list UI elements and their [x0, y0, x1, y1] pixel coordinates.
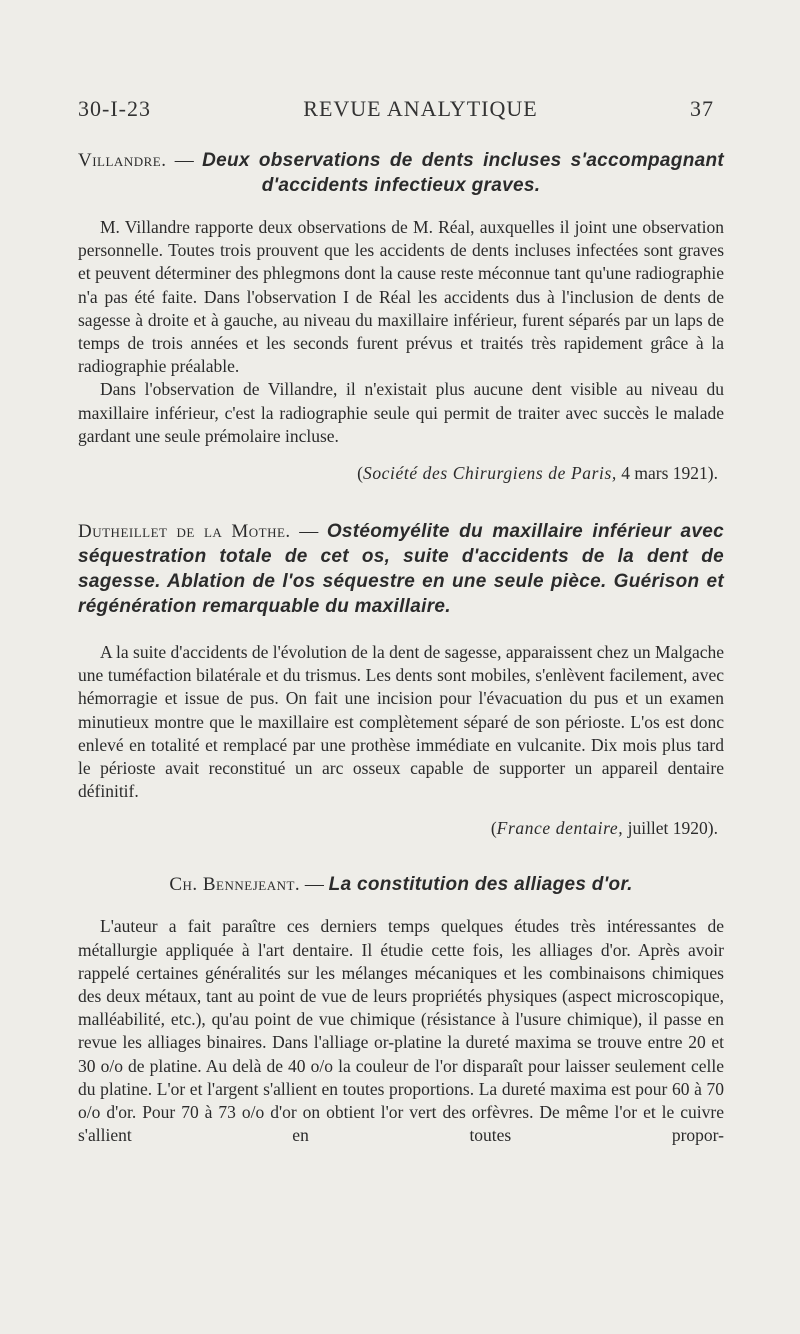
entry-citation: (France dentaire, juillet 1920). [490, 818, 718, 839]
article-body [78, 148, 724, 1147]
entry-heading [78, 872, 724, 897]
header-title: REVUE ANALYTIQUE [303, 96, 538, 121]
entry-heading [78, 148, 724, 198]
entry-paragraph: Dans l'observation de Villandre, il n'existait plus aucune dent visible au niveau du maxillaire inférieur, c'est la radiographie seule qui permit de traiter avec succès le malade gardant une seule prémolaire incluse. [78, 379, 724, 446]
entry-author: Dutheillet de la Mothe. [78, 521, 291, 543]
citation-date: juillet 1920 [627, 818, 708, 839]
entry-paragraph: M. Villandre rapporte deux observations de M. Réal, auxquelles il joint une observation personnelle. Toutes trois prouvent que les accidents de dents incluses infectées sont graves et peuvent déterminer des phlegmons dont la cause reste méconnue tant qu'une radiographie n'a pas été faite. Dans l'observation I de Réal les accidents dus à l'inclusion de dents de sagesse à droite et à gauche, au niveau du maxillaire inférieur, furent séparés par un laps de temps de trois années et les seconds furent prévus et traités très rapidement grâce à la radiographie préalable. [78, 217, 724, 377]
header-date: 30-I-23 [78, 96, 151, 121]
entry-dash: — [166, 150, 203, 171]
entry-heading [78, 519, 724, 619]
entry-dash: — [290, 521, 327, 543]
entry-citation: (Société des Chirurgiens de Paris, 4 mars 1921). [357, 463, 718, 484]
running-header [78, 96, 714, 122]
entry-title: Deux observations de dents incluses s'accompagnant d'accidents infectieux graves. [202, 150, 725, 196]
citation-date: 4 mars 1921 [621, 463, 708, 484]
entry-author: Villandre. [78, 150, 167, 171]
citation-source: Société des Chirurgiens de Paris, [362, 463, 617, 484]
entry-paragraph: A la suite d'accidents de l'évolution de la dent de sagesse, apparaissent chez un Malgache une tuméfaction bilatérale et du trismus. Les dents sont mobiles, s'enlèvent facilement, avec hémorragie et issue de pus. On fait une incision pour l'évacuation du pus et un examen minutieux montre que le maxillaire est complètement séparé de son périoste. L'os est donc enlevé en totalité et remplacé par une prothèse immédiate en vulcanite. Dix mois plus tard le périoste avait reconstitué un arc osseux capable de supporter un appareil dentaire définitif. [78, 642, 724, 802]
entry-paragraph: L'auteur a fait paraître ces derniers temps quelques études très intéressantes de métallurgie appliquée à l'art dentaire. Il étudie cette fois, les alliages d'or. Après avoir rappelé certaines généralités sur les mélanges mécaniques et les combinaisons chimiques des deux métaux, tant au point de vue de leurs propriétés physiques (aspect microscopique, malléabilité, etc.), qu'au point de vue chimique (résistance à l'usure chimique), il passe en revue les alliages binaires. Dans l'alliage or-platine la dureté maxima se trouve entre 20 et 30 o/o de platine. Au delà de 40 o/o la couleur de l'or disparaît pour laisser seulement celle du platine. L'or et l'argent s'allient en toutes proportions. La dureté maxima est pour 60 à 70 o/o d'or. Pour 70 à 73 o/o d'or on obtient l'or vert des orfèvres. De même l'or et le cuivre s'allient en toutes propor- [78, 916, 724, 1146]
citation-source: France dentaire, [496, 818, 624, 839]
page-number: 37 [690, 96, 714, 121]
entry-title: La constitution des alliages d'or. [328, 874, 633, 896]
entry-author: Ch. Bennejeant. [169, 874, 301, 896]
entry-dash: — [300, 874, 329, 896]
entry-title: Ostéomyélite du maxillaire inférieur avec séquestration totale de cet os, suite d'accidents de la dent de sagesse. Ablation de l'os séquestre en une seule pièce. Guérison et régénération remarquable du maxillaire. [78, 521, 725, 618]
